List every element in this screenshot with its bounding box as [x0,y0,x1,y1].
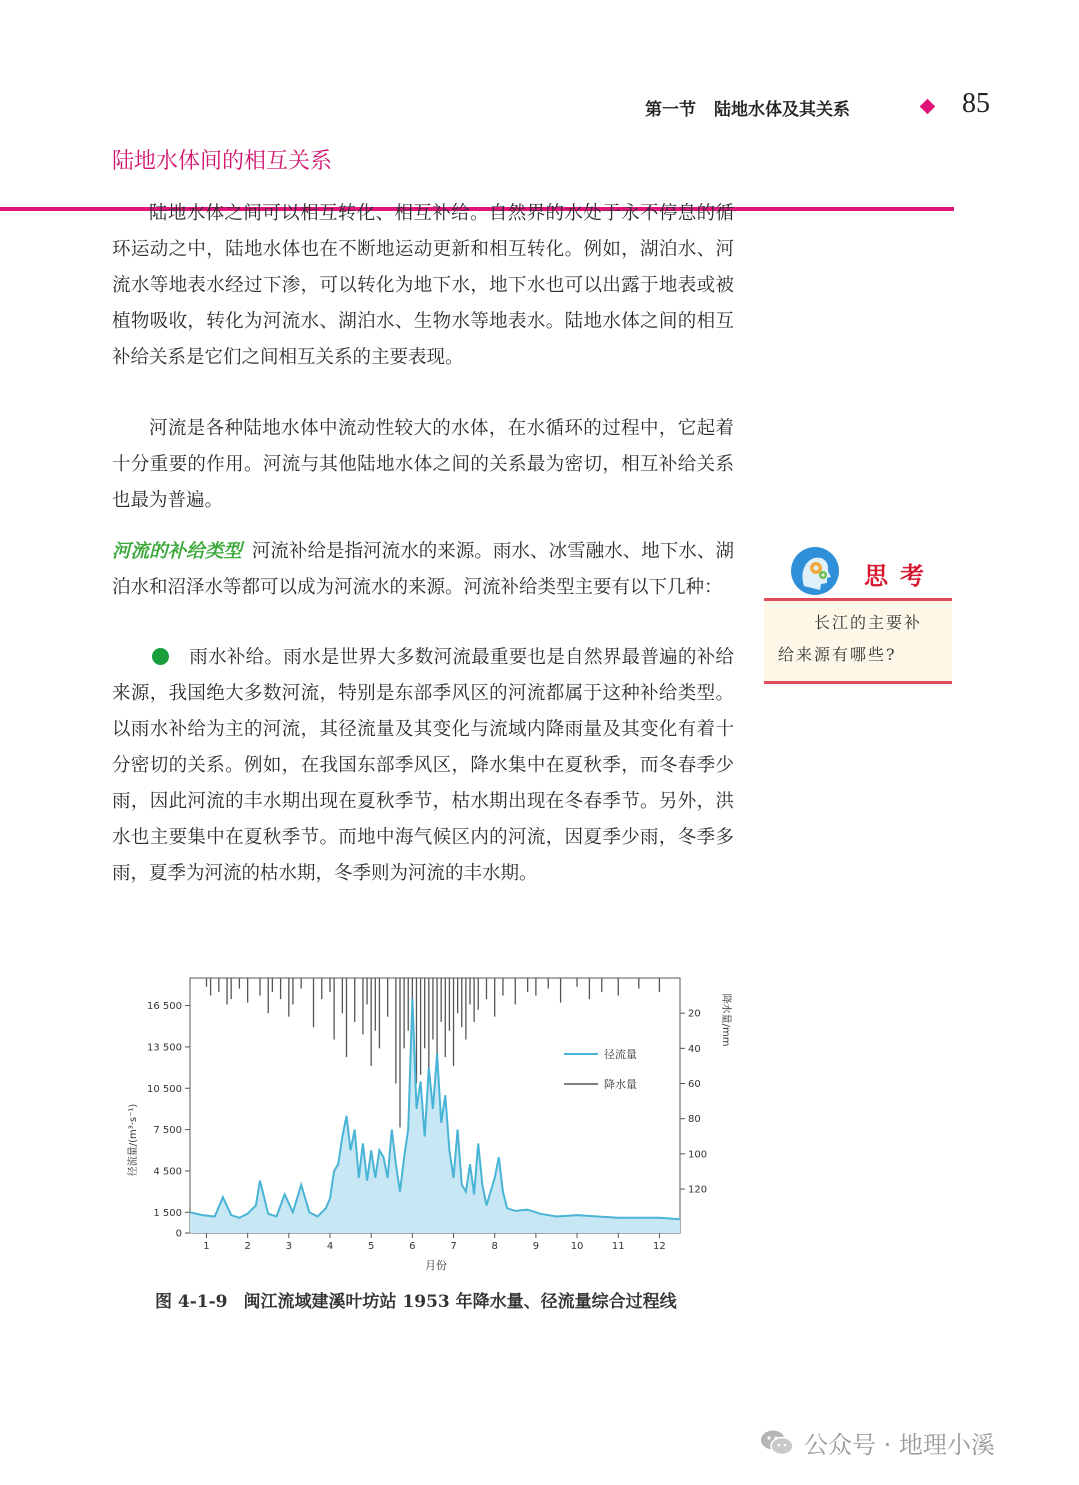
y-tick-label: 16 500 [147,1001,182,1013]
watermark [760,1425,995,1460]
think-line-2: 给来源有哪些? [778,645,897,664]
think-line-1: 长江的主要补 [814,613,923,632]
bullet-icon [152,648,169,665]
legend [564,1047,637,1091]
x-tick-label: 5 [367,1241,375,1252]
wechat-icon [760,1429,794,1457]
y2-axis-label: 降水量/mm [720,993,731,1047]
x-tick-label: 11 [611,1241,625,1252]
y2-axis-ticks [680,1009,707,1196]
header-title [645,95,850,120]
x-tick-label: 6 [409,1241,416,1252]
paragraph-3-text: 河流补给是指河流水的来源。雨水、冰雪融水、地下水、湖泊水和沼泽水等都可以成为河流水的来源。河流补给类型主要有以下几种： [112,541,734,598]
paragraph-1: 陆地水体之间可以相互转化、相互补给。自然界的水处于永不停息的循环运动之中，陆地水体也在不断地运动更新和相互转化。例如，湖泊水、河流水等地表水经过下渗，可以转化为地下水，地下水也可以出露于地表或被植物吸收，转化为河流水、湖泊水、生物水等地表水。陆地水体之间的相互补给关系是它们之间相互关系的主要表现。 [112,203,734,368]
think-title: 思考 [864,562,936,590]
y-axis-label: 径流量/(m³·s⁻¹) [128,1103,139,1177]
legend-precip-label: 降水量 [604,1078,637,1091]
y-tick-label: 7 500 [153,1125,182,1137]
x-tick-label: 9 [532,1241,540,1252]
x-tick-label: 4 [326,1241,334,1252]
figure-caption [155,1287,677,1312]
page-header [0,88,1000,124]
think-box [764,540,952,680]
section-title: 陆地水体间的相互关系 [112,149,333,174]
y2-tick-label: 100 [688,1149,708,1161]
figure-caption-text: 闽江流域建溪叶坊站 1953 年降水量、径流量综合过程线 [243,1292,677,1312]
y-axis-ticks [147,1001,190,1239]
head-gear-icon [790,546,840,596]
runoff-precipitation-chart [120,970,760,1280]
x-tick-label: 12 [653,1241,666,1252]
header-section: 第一节 [645,100,696,120]
y2-tick-label: 80 [688,1114,701,1126]
diamond-icon [920,99,936,115]
paragraph-2: 河流是各种陆地水体中流动性较大的水体，在水循环的过程中，它起着十分重要的作用。河流与其他陆地水体之间的关系最为密切，相互补给关系也最为普遍。 [112,418,734,511]
think-question [778,607,948,671]
x-tick-label: 10 [570,1241,584,1252]
watermark-text: 公众号 · 地理小溪 [804,1431,995,1459]
think-panel [764,598,952,684]
legend-runoff-label: 径流量 [604,1048,637,1061]
y-tick-label: 10 500 [147,1083,182,1095]
x-tick-label: 7 [450,1241,457,1252]
page-number: 85 [962,88,990,119]
x-tick-label: 8 [491,1241,498,1252]
y-tick-label: 13 500 [147,1042,182,1054]
paragraph-3-lead: 河流的补给类型 [112,541,242,562]
x-tick-label: 2 [244,1241,251,1252]
y2-tick-label: 120 [688,1184,708,1196]
y2-tick-label: 60 [688,1079,701,1091]
y-tick-label: 4 500 [153,1166,182,1178]
y-tick-label: 0 [175,1228,182,1240]
paragraph-4-text: 雨水补给。雨水是世界大多数河流最重要也是自然界最普遍的补给来源，我国绝大多数河流，特别是东部季风区的河流都属于这种补给类型。以雨水补给为主的河流，其径流量及其变化与流域内降雨量及其变化有着十分密切的关系。例如，在我国东部季风区，降水集中在夏秋季，而冬春季少雨，因此河流的丰水期出现在夏秋季节，枯水期出现在冬春季节。另外，洪水也主要集中在夏秋季节。而地中海气候区内的河流，因夏季少雨，冬季多雨，夏季为河流的枯水期，冬季则为河流的丰水期。 [112,647,734,884]
x-axis-ticks [203,1233,665,1252]
x-tick-label: 1 [203,1241,210,1252]
paragraph-4 [112,640,734,892]
header-chapter-title: 陆地水体及其关系 [714,100,850,120]
figure-number: 图 4-1-9 [155,1292,228,1312]
y-tick-label: 1 500 [153,1207,182,1219]
x-tick-label: 3 [285,1241,293,1252]
y2-tick-label: 40 [688,1043,701,1055]
y2-tick-label: 20 [688,1008,701,1020]
x-axis-label: 月份 [425,1259,447,1272]
paragraph-3 [112,534,734,606]
